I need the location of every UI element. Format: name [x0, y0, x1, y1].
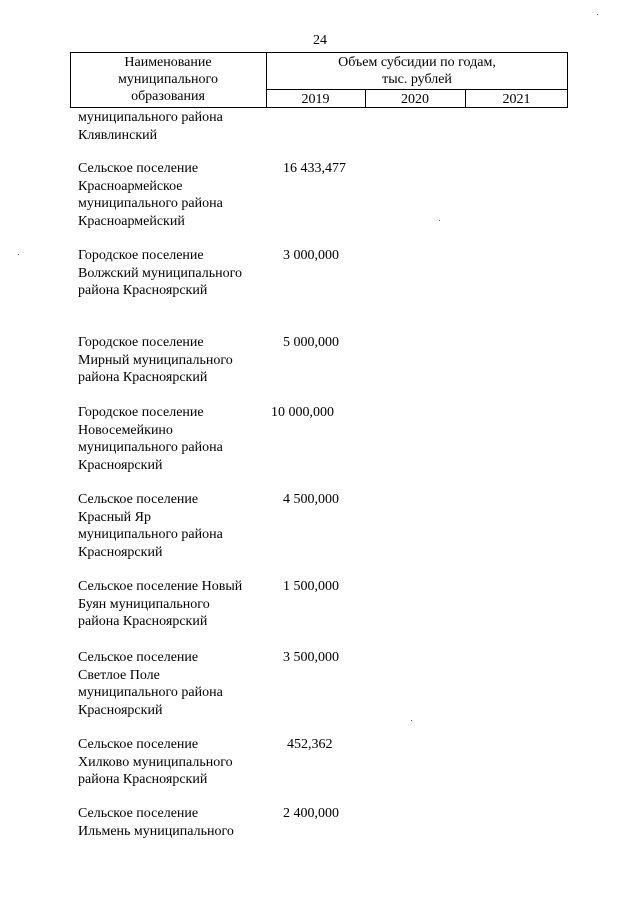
name-line: Хилково муниципального	[78, 754, 233, 770]
row-value-2019: 2 400,000	[283, 806, 339, 821]
scan-speck	[597, 14, 598, 15]
row-value-2019: 4 500,000	[283, 492, 339, 507]
name-line: Красноярский	[78, 457, 163, 473]
name-line: Буян муниципального	[78, 596, 210, 612]
name-line: муниципального района	[78, 685, 223, 700]
name-line: Светлое Поле	[78, 667, 160, 683]
row-name	[78, 491, 278, 561]
name-line: Красный Яр	[78, 509, 151, 525]
name-line: Волжский муниципального	[78, 265, 242, 281]
row-name	[78, 160, 278, 230]
name-line: района Красноярский	[78, 370, 208, 385]
name-line: района Красноярский	[78, 614, 208, 629]
header-divider	[266, 89, 568, 90]
header-subsidy-line: тыс. рублей	[382, 72, 452, 87]
name-line: Ильмень муниципального	[78, 823, 234, 839]
name-line: Сельское поселение	[78, 492, 199, 507]
year-2020: 2020	[401, 92, 429, 107]
name-line: района Красноярский	[78, 283, 208, 298]
header-name-line: образования	[131, 89, 205, 104]
scan-speck	[411, 720, 412, 721]
name-line: Красноярский	[78, 702, 163, 718]
row-value-2019: 452,362	[287, 737, 333, 752]
row-value-2019: 16 433,477	[283, 161, 346, 176]
scan-speck	[18, 254, 19, 255]
name-line: района Красноярский	[78, 772, 208, 787]
continued-row-name	[78, 109, 278, 144]
header-name-column	[70, 54, 266, 105]
row-name	[78, 736, 278, 789]
row-value-2019: 10 000,000	[271, 405, 334, 420]
row-value-2019: 5 000,000	[283, 335, 339, 350]
row-value-2019: 3 500,000	[283, 650, 339, 665]
header-name-line: муниципального	[118, 72, 218, 87]
row-value-2019: 3 000,000	[283, 248, 339, 263]
row-name	[78, 649, 278, 719]
name-line: Красноармейское	[78, 178, 183, 194]
name-line: Городское поселение	[78, 335, 204, 350]
name-line: Красноярский	[78, 544, 163, 560]
page-number: 24	[313, 33, 327, 48]
row-name	[78, 805, 278, 840]
name-line: муниципального района	[78, 196, 223, 211]
row-name	[78, 578, 278, 631]
name-line: Новосемейкино	[78, 422, 173, 438]
name-line: Сельское поселение	[78, 161, 199, 176]
name-line: Сельское поселение	[78, 806, 199, 821]
row-name	[78, 334, 278, 387]
name-line: Сельское поселение	[78, 650, 199, 665]
name-line: Клявлинский	[78, 127, 158, 143]
header-subsidy-line: Объем субсидии по годам,	[338, 55, 496, 70]
name-line: Сельское поселение Новый	[78, 579, 243, 594]
name-line: Мирный муниципального	[78, 352, 233, 368]
row-name	[78, 404, 278, 474]
name-line: Красноармейский	[78, 213, 185, 229]
header-subsidy-column	[266, 54, 568, 88]
row-value-2019: 1 500,000	[283, 579, 339, 594]
name-line: Городское поселение	[78, 248, 204, 263]
name-line: муниципального района	[78, 527, 223, 542]
row-name	[78, 247, 278, 300]
name-line: Городское поселение	[78, 405, 204, 420]
year-2019: 2019	[301, 92, 330, 107]
name-line: Сельское поселение	[78, 737, 199, 752]
name-line: муниципального района	[78, 110, 223, 125]
name-line: муниципального района	[78, 440, 223, 455]
scan-speck	[439, 220, 440, 221]
year-2021: 2021	[502, 92, 531, 107]
header-name-line: Наименование	[124, 55, 212, 70]
